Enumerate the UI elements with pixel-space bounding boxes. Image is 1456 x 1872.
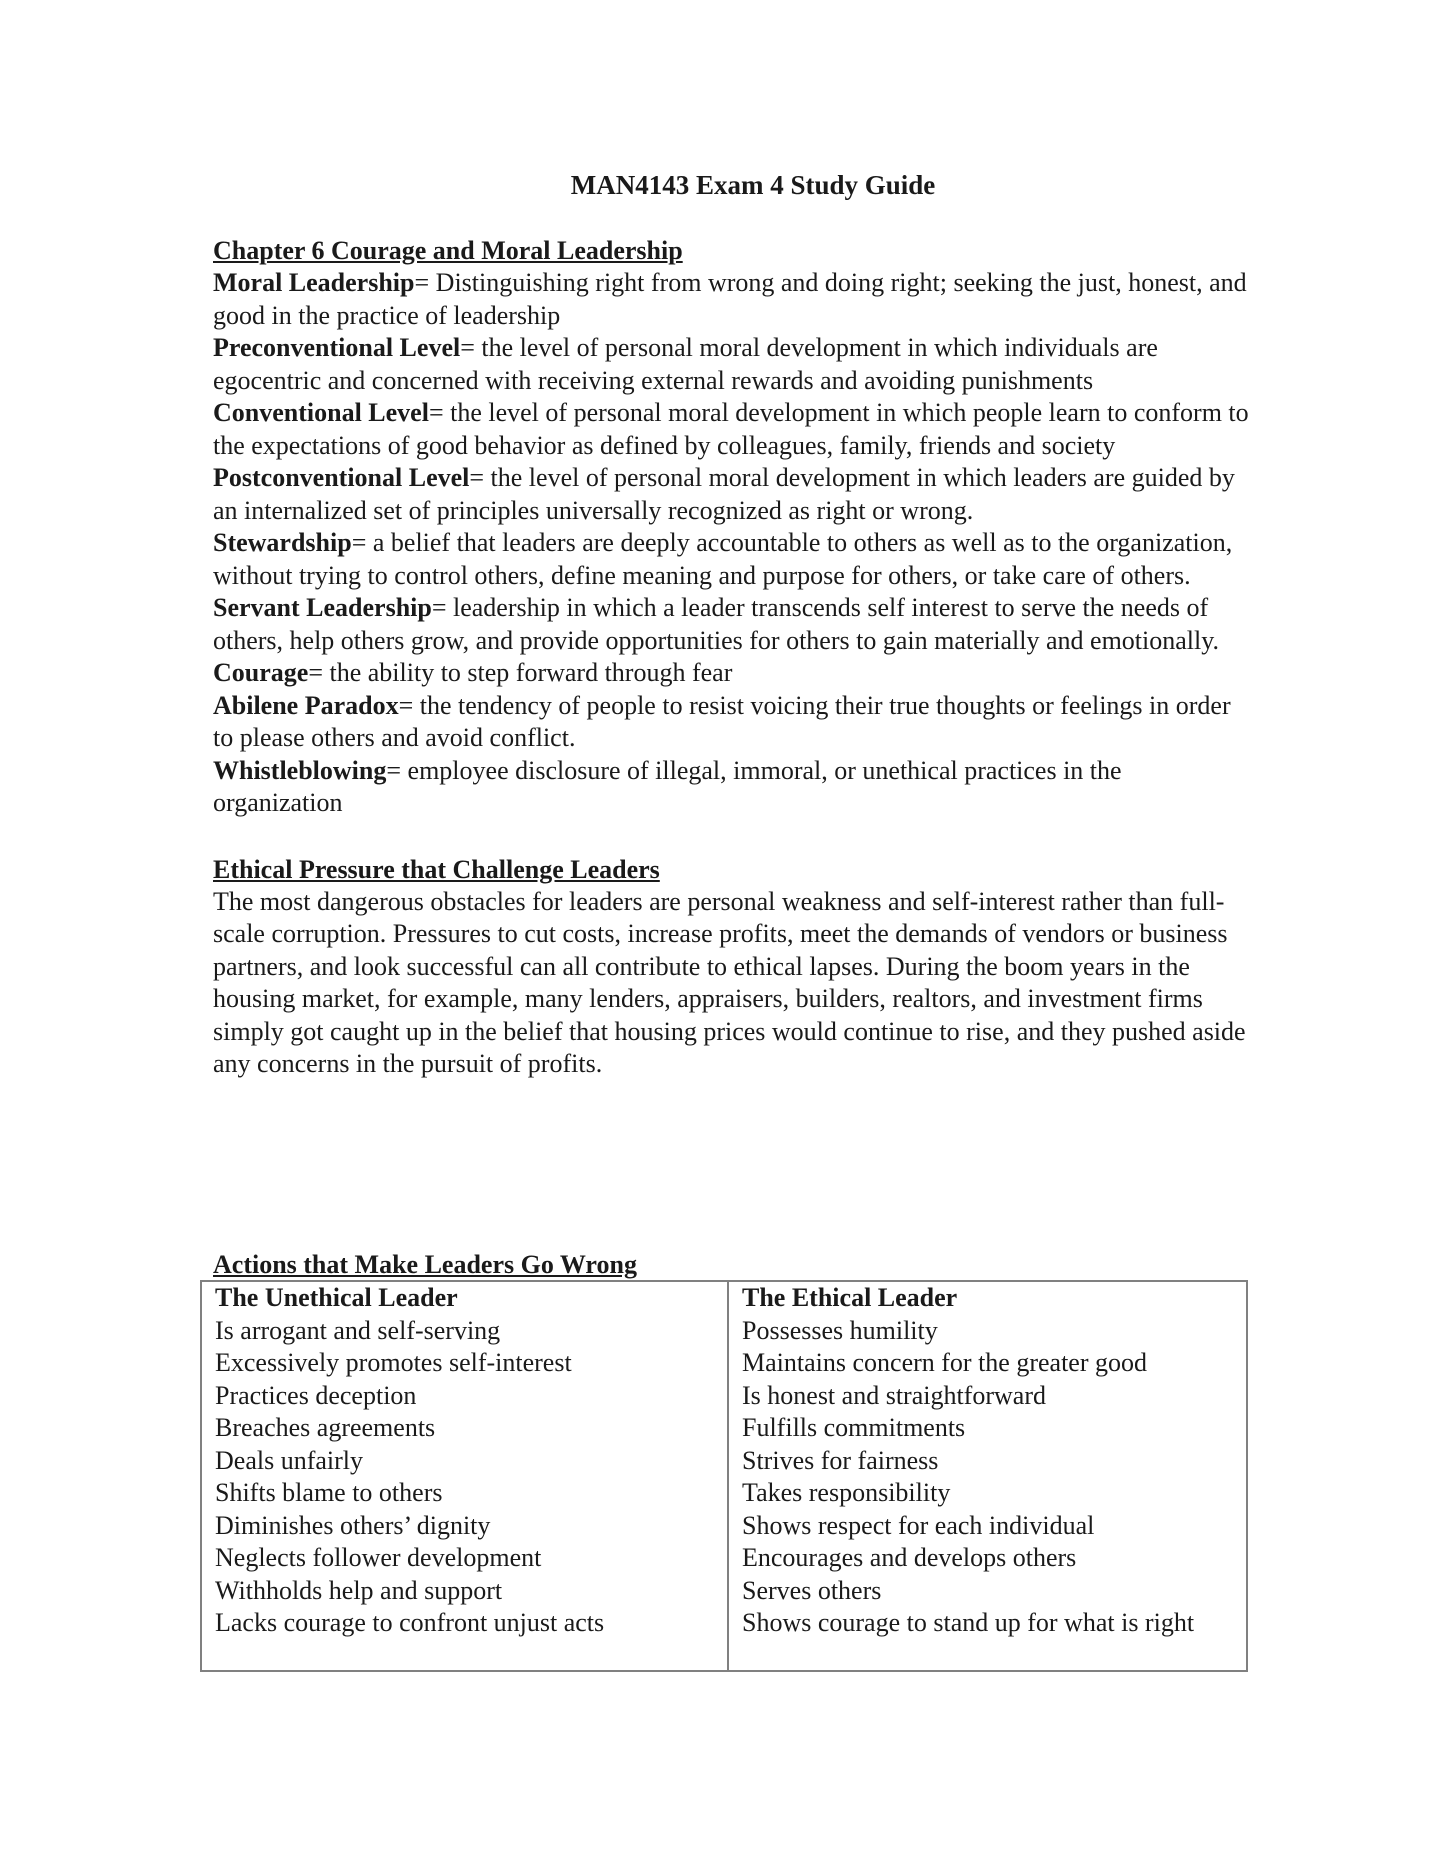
ethical-trait: Encourages and develops others (742, 1543, 1077, 1572)
unethical-trait: Lacks courage to confront unjust acts (215, 1608, 605, 1637)
definition-term: Servant Leadership (213, 593, 432, 622)
unethical-trait: Breaches agreements (215, 1413, 436, 1442)
ethical-trait: Is honest and straightforward (742, 1380, 1046, 1410)
definition-term: Whistleblowing (213, 755, 387, 785)
unethical-trait: Practices deception (215, 1380, 417, 1410)
definition-text: = Distinguishing right from wrong and doing right; seeking the just, honest, and good in the practice of leadership (213, 268, 1247, 330)
actions-heading: Actions that Make Leaders Go Wrong (213, 1250, 637, 1279)
definition-item (213, 527, 1253, 592)
ethical-trait: Shows courage to stand up for what is right (742, 1608, 1195, 1637)
unethical-trait: Excessively promotes self-interest (215, 1348, 572, 1377)
unethical-trait: Neglects follower development (215, 1543, 542, 1572)
ethical-trait: Fulfills commitments (742, 1413, 966, 1442)
definition-item (213, 397, 1253, 462)
definition-text: = the level of personal moral development in which individuals are egocentric and concerned with receiving external rewards and avoiding punishments (213, 333, 1158, 395)
chapter-heading: Chapter 6 Courage and Moral Leadership (213, 236, 683, 265)
definition-text: = employee disclosure of illegal, immoral, or unethical practices in the organization (213, 755, 1122, 817)
definition-text: = the ability to step forward through fear (308, 658, 733, 687)
unethical-leader-column (201, 1281, 728, 1671)
ethics-paragraph: The most dangerous obstacles for leaders are personal weakness and self-interest rather than full-scale corruption. Pressures to cut costs, increase profits, meet the demands of vendors or business partners, and look successful can all contribute to ethical lapses. During the boom years in the housing market, for example, many lenders, appraisers, builders, realtors, and investment firms simply got caught up in the belief that housing prices would continue to rise, and they pushed aside any concerns in the pursuit of profits. (213, 886, 1246, 1078)
unethical-leader-items (215, 1315, 727, 1640)
definition-item (213, 690, 1253, 755)
definition-term: Moral Leadership (213, 268, 415, 297)
document-page (213, 168, 1253, 1081)
unethical-leader-header: The Unethical Leader (215, 1283, 458, 1312)
definition-text: = the level of personal moral development in which leaders are guided by an internalized set of principles universally recognized as right or wrong. (213, 463, 1235, 525)
ethical-leader-header: The Ethical Leader (742, 1283, 958, 1312)
definition-text: = a belief that leaders are deeply accountable to others as well as to the organization, without trying to control others, define meaning and purpose for others, or take care of others. (213, 528, 1233, 590)
definition-term: Postconventional Level (213, 463, 470, 492)
unethical-trait: Shifts blame to others (215, 1478, 443, 1507)
table-body-row (201, 1281, 1247, 1671)
unethical-trait: Is arrogant and self-serving (215, 1315, 501, 1345)
document-title: MAN4143 Exam 4 Study Guide (570, 170, 936, 200)
ethical-leader-column (728, 1281, 1247, 1671)
spacer (213, 820, 1253, 853)
ethical-leader-items (742, 1315, 1246, 1640)
definition-term: Courage (213, 658, 309, 687)
definition-item (213, 592, 1253, 657)
definition-item (213, 267, 1253, 332)
unethical-trait: Diminishes others’ dignity (215, 1510, 491, 1540)
ethical-trait: Shows respect for each individual (742, 1510, 1095, 1540)
definition-item (213, 755, 1253, 820)
definition-term: Preconventional Level (213, 333, 461, 362)
leader-comparison-table (200, 1280, 1248, 1672)
unethical-trait: Deals unfairly (215, 1445, 364, 1475)
definitions-list (213, 267, 1253, 820)
ethical-trait: Maintains concern for the greater good (742, 1348, 1148, 1377)
definition-item (213, 462, 1253, 527)
ethical-trait: Possesses humility (742, 1315, 938, 1345)
definition-text: = the level of personal moral development in which people learn to conform to the expectations of good behavior as defined by colleagues, family, friends and society (213, 398, 1249, 460)
ethical-trait: Serves others (742, 1575, 882, 1605)
definition-item (213, 332, 1253, 397)
ethical-trait: Takes responsibility (742, 1478, 951, 1507)
definition-item (213, 657, 1253, 690)
definition-term: Stewardship (213, 528, 352, 557)
ethics-heading: Ethical Pressure that Challenge Leaders (213, 854, 660, 884)
ethical-trait: Strives for fairness (742, 1445, 939, 1475)
definition-text: = the tendency of people to resist voicing their true thoughts or feelings in order to please others and avoid conflict. (213, 690, 1231, 752)
definition-text: = leadership in which a leader transcends self interest to serve the needs of others, help others grow, and provide opportunities for others to gain materially and emotionally. (213, 593, 1220, 655)
definition-term: Abilene Paradox (213, 690, 399, 720)
unethical-trait: Withholds help and support (215, 1575, 503, 1605)
definition-term: Conventional Level (213, 398, 429, 427)
